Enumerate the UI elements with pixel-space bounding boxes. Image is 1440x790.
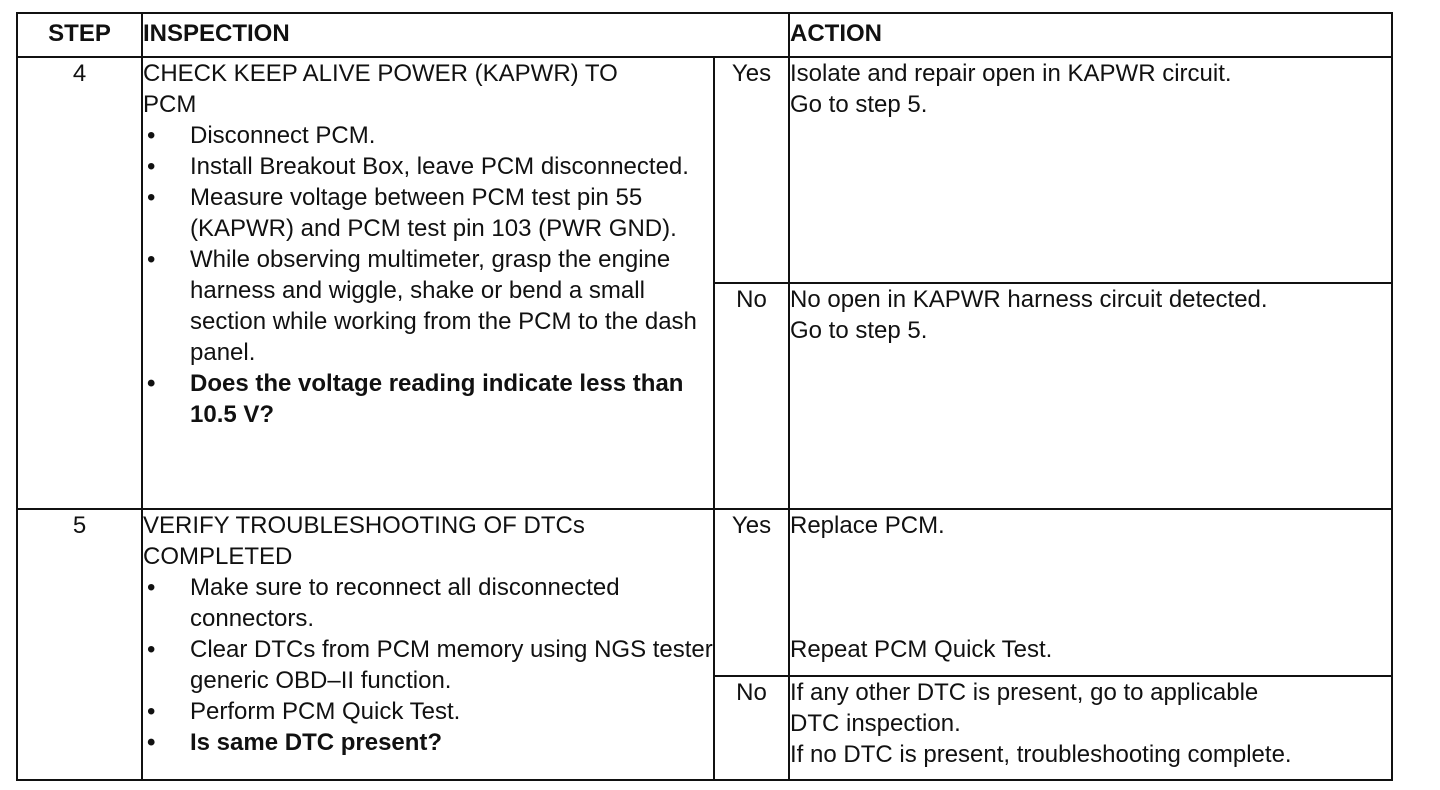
bullet-icon: •	[147, 729, 156, 756]
bullet-item: • Make sure to reconnect all disconnected connectors.	[147, 574, 620, 632]
header-row	[17, 13, 1392, 57]
header-inspection: INSPECTION	[142, 13, 789, 57]
bullet-item: • Clear DTCs from PCM memory using NGS tester generic OBD–II function.	[147, 636, 713, 694]
step-number: 4	[17, 57, 142, 509]
action-no: No open in KAPWR harness circuit detected. Go to step 5.	[789, 283, 1392, 509]
bullet-question: • Is same DTC present?	[147, 729, 443, 756]
header-action: ACTION	[789, 13, 1392, 57]
inspection-bullets	[143, 572, 713, 758]
bullet-icon: •	[147, 122, 156, 149]
action-yes: Isolate and repair open in KAPWR circuit. Go to step 5.	[789, 57, 1392, 283]
bullet-question: • Does the voltage reading indicate less than 10.5 V?	[147, 370, 684, 428]
step-row	[17, 57, 1392, 283]
inspection-bullets	[143, 120, 713, 430]
bullet-item: • Disconnect PCM.	[147, 122, 376, 149]
inspection-title: PCM	[143, 91, 197, 118]
answer-no: No	[714, 283, 789, 509]
bullet-icon: •	[147, 184, 156, 211]
inspection-title: COMPLETED	[143, 543, 293, 570]
answer-no: No	[714, 676, 789, 780]
bullet-icon: •	[147, 370, 156, 397]
inspection-cell	[142, 509, 714, 780]
bullet-item: • Install Breakout Box, leave PCM disconnected.	[147, 153, 689, 180]
header-step: STEP	[17, 13, 142, 57]
bullet-icon: •	[147, 574, 156, 601]
bullet-item: • Perform PCM Quick Test.	[147, 698, 461, 725]
answer-yes: Yes	[714, 57, 789, 283]
bullet-icon: •	[147, 246, 156, 273]
bullet-item: • While observing multimeter, grasp the engine harness and wiggle, shake or bend a small section while working from the PCM to the dash panel.	[147, 246, 697, 366]
action-yes: Replace PCM. Repeat PCM Quick Test.	[789, 509, 1392, 676]
action-no: If any other DTC is present, go to applicable DTC inspection. If no DTC is present, troubleshooting complete.	[789, 676, 1392, 780]
answer-yes: Yes	[714, 509, 789, 676]
diagnostic-table	[16, 12, 1393, 781]
bullet-icon: •	[147, 698, 156, 725]
step-row	[17, 509, 1392, 676]
inspection-title: CHECK KEEP ALIVE POWER (KAPWR) TO	[143, 60, 618, 87]
inspection-title: VERIFY TROUBLESHOOTING OF DTCs	[143, 512, 585, 539]
inspection-cell	[142, 57, 714, 509]
bullet-icon: •	[147, 636, 156, 663]
step-number: 5	[17, 509, 142, 780]
bullet-icon: •	[147, 153, 156, 180]
bullet-item: • Measure voltage between PCM test pin 55 (KAPWR) and PCM test pin 103 (PWR GND).	[147, 184, 677, 242]
